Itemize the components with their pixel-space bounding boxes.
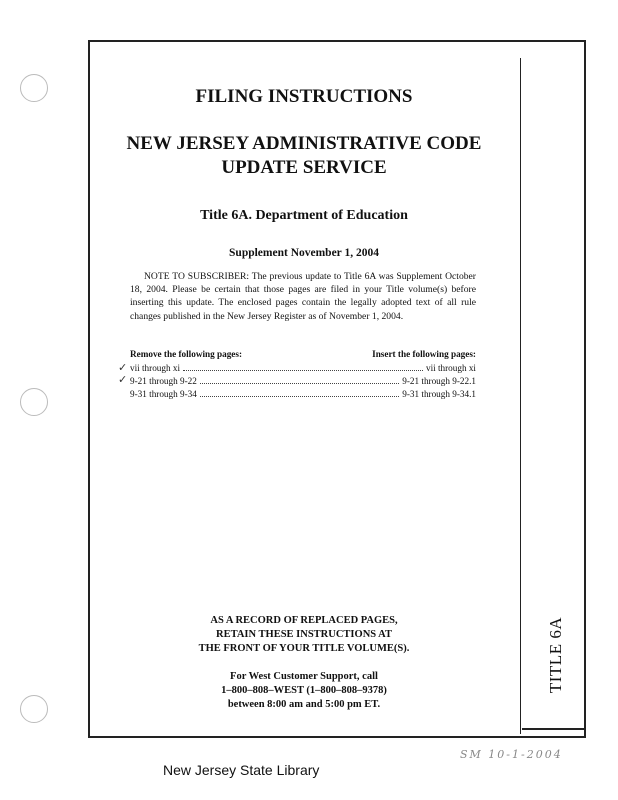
service-title	[88, 132, 520, 180]
subscriber-note: NOTE TO SUBSCRIBER: The previous update to Title 6A was Supplement October 18, 2004. Please be certain that those pages are filed in your Title volume(s) before inserting this update. The enclosed pages contain the legally adopted text of all rule changes published in the New Jersey Register as of November 1, 2004.	[130, 271, 476, 322]
support-hours: between 8:00 am and 5:00 pm ET.	[227, 699, 381, 710]
dot-leader	[183, 370, 423, 371]
insert-pages: 9-31 through 9-34.1	[402, 389, 476, 399]
remove-pages: 9-21 through 9-22	[130, 376, 197, 386]
customer-support	[88, 670, 520, 712]
support-line: For West Customer Support, call	[230, 671, 378, 682]
remove-header: Remove the following pages:	[130, 349, 243, 359]
supplement-date: Supplement November 1, 2004	[229, 247, 379, 259]
page-title: FILING INSTRUCTIONS	[195, 86, 413, 107]
dot-leader	[200, 383, 399, 384]
binder-hole-bottom	[20, 695, 48, 723]
service-title-line1: NEW JERSEY ADMINISTRATIVE CODE	[126, 133, 482, 154]
record-line: RETAIN THESE INSTRUCTIONS AT	[216, 629, 392, 640]
checkmark-icon: ✓	[118, 373, 128, 386]
dot-leader	[200, 396, 399, 397]
tab-bottom-rule	[522, 728, 584, 730]
insert-header: Insert the following pages:	[372, 349, 476, 359]
table-header	[130, 349, 476, 359]
title-name: Title 6A. Department of Education	[200, 208, 408, 223]
checkmark-icon: ✓	[118, 361, 128, 374]
record-instructions	[88, 614, 520, 656]
record-line: AS A RECORD OF REPLACED PAGES,	[210, 615, 398, 626]
tab-label: TITLE 6A	[546, 616, 565, 694]
insert-pages: vii through xi	[425, 363, 476, 373]
binder-hole-middle	[20, 388, 48, 416]
handwritten-note: SM 10-1-2004	[460, 748, 563, 761]
remove-pages: vii through xi	[130, 363, 181, 373]
table-row	[130, 375, 476, 388]
binder-hole-top	[20, 74, 48, 102]
table-row	[130, 362, 476, 375]
tab-divider	[520, 58, 521, 734]
library-stamp: New Jersey State Library	[163, 762, 320, 778]
service-title-line2: UPDATE SERVICE	[221, 157, 387, 178]
insert-pages: 9-21 through 9-22.1	[402, 376, 476, 386]
record-line: THE FRONT OF YOUR TITLE VOLUME(S).	[198, 643, 410, 654]
remove-pages: 9-31 through 9-34	[130, 389, 197, 399]
table-row	[130, 388, 476, 401]
support-phone: 1–800–808–WEST (1–800–808–9378)	[221, 685, 387, 696]
page-replacement-table	[130, 349, 476, 401]
